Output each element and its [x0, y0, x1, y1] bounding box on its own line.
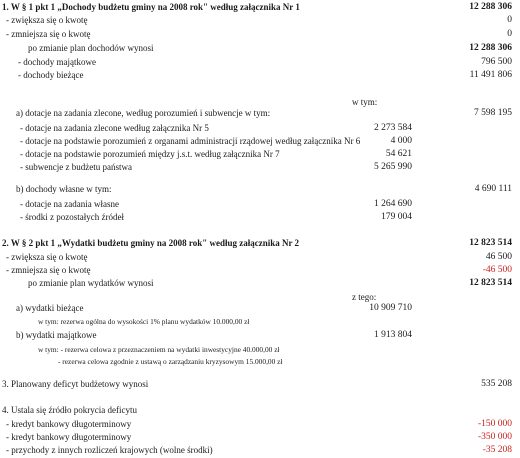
section-2-increase-value: 46 500 [485, 252, 512, 262]
section-1-b-label: b) dochody własne w tym: [16, 184, 112, 194]
section-2-header-total: 12 823 514 [469, 238, 512, 248]
section-2-a-label: a) wydatki bieżące [16, 303, 84, 313]
section-2-b-value: 1 913 804 [374, 330, 412, 340]
section-1-b-item-label: - dotacje na zadania własne [20, 199, 119, 209]
section-1-increase-value: 0 [507, 15, 512, 25]
section-4-item-value: -35 208 [482, 445, 512, 455]
section-1-a-total: 7 598 195 [474, 108, 512, 118]
section-4-item-value: -350 000 [477, 432, 512, 442]
section-1-decrease-label: - zmniejsza się o kwotę [6, 29, 91, 39]
section-2-decrease-label: - zmniejsza się o kwotę [6, 265, 91, 275]
section-1-a-item-value: 54 621 [385, 149, 412, 159]
section-2-a-value: 10 909 710 [369, 303, 412, 313]
section-4-item-label: - kredyt bankowy długoterminowy [6, 419, 132, 429]
section-2-header: 2. W § 2 pkt 1 „Wydatki budżetu gminy na 2008 rok" według załącznika Nr 2 [2, 238, 300, 248]
section-1-current-label: - dochody bieżące [18, 70, 84, 80]
section-1-increase-label: - zwiększa się o kwotę [6, 15, 88, 25]
section-2-after-value: 12 823 514 [469, 278, 512, 288]
section-4-header: 4. Ustala się źródło pokrycia deficytu [2, 405, 137, 415]
section-1-a-label: a) dotacje na zadania zlecone, według porozumień i subwencje w tym: [16, 108, 271, 118]
section-1-header-total: 12 288 306 [469, 2, 512, 12]
section-2-b-note: - rezerwa celowa zgodnie z ustawą o zarządzaniu kryzysowym 15.000,00 zł [58, 357, 283, 366]
section-1-b-item-label: - środki z pozostałych źródeł [20, 212, 124, 222]
section-3-value: 535 208 [481, 379, 512, 389]
section-1-b-total: 4 690 111 [474, 184, 512, 194]
section-4-item-label: - przychody z innych rozliczeń krajowych (wolne środki) [6, 445, 213, 455]
section-2-after-label: po zmianie plan wydatków wynosi [28, 278, 154, 288]
section-4-item-value: -150 000 [477, 419, 512, 429]
section-1-b-item-value: 1 264 690 [374, 199, 412, 209]
section-4-item-label: - kredyt bankowy długoterminowy [6, 432, 132, 442]
section-1-b-item-value: 179 004 [381, 212, 412, 222]
section-1-a-item-label: - subwencje z budżetu państwa [20, 162, 132, 172]
section-3-label: 3. Planowany deficyt budżetowy wynosi [2, 379, 149, 389]
section-1-a-item-label: - dotacje na podstawie porozumień między j.s.t. według załącznika Nr 7 [20, 149, 280, 159]
section-2-b-note: w tym: - rezerwa celowa z przeznaczeniem na wydatki inwestycyjne 40.000,00 zł [38, 345, 280, 354]
section-1-header: 1. W § 1 pkt 1 „Dochody budżetu gminy na 2008 rok" według załącznika Nr 1 [2, 2, 300, 12]
section-1-a-item-label: - dotacje na podstawie porozumień z organami administracji rządowej według załącznika Nr 6 [20, 136, 361, 146]
section-2-of-which: z tego: [352, 292, 377, 302]
section-1-a-item-value: 4 000 [390, 136, 412, 146]
section-1-a-item-value: 2 273 584 [374, 123, 412, 133]
section-1-current-value: 11 491 806 [469, 70, 512, 80]
section-1-property-label: - dochody majątkowe [18, 57, 96, 67]
section-1-in-which: w tym: [352, 97, 378, 107]
section-1-decrease-value: 0 [507, 29, 512, 39]
section-1-a-item-label: - dotacje na zadania zlecone według załącznika Nr 5 [20, 123, 209, 133]
section-2-decrease-value: -46 500 [482, 265, 512, 275]
section-2-b-label: b) wydatki majątkowe [16, 330, 97, 340]
section-2-a-note: w tym: rezerwa ogólna do wysokości 1% planu wydatków 10.000,00 zł [38, 317, 250, 326]
section-1-a-item-value: 5 265 990 [374, 162, 412, 172]
section-2-increase-label: - zwiększa się o kwotę [6, 252, 88, 262]
section-1-property-value: 796 500 [481, 57, 512, 67]
section-1-after-value: 12 288 306 [469, 43, 512, 53]
section-1-after-label: po zmianie plan dochodów wynosi [28, 43, 154, 53]
